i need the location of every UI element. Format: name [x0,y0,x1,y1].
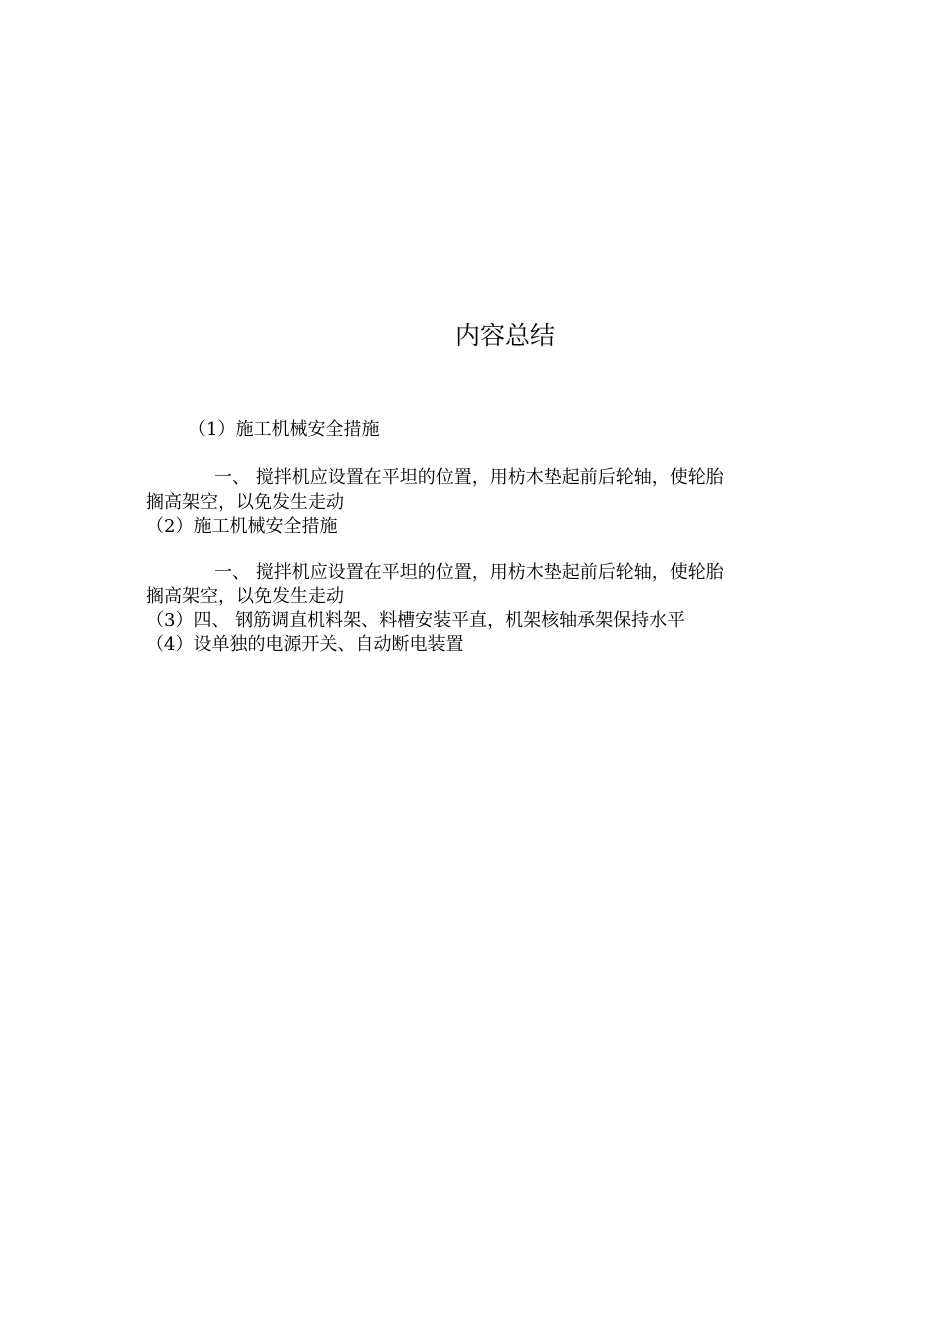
section-1-heading: （1）施工机械安全措施 [188,419,380,440]
section-1-paragraph-line-1: 一、 搅拌机应设置在平坦的位置，用枋木垫起前后轮轴，使轮胎 [214,467,724,488]
section-2-paragraph-line-1: 一、 搅拌机应设置在平坦的位置，用枋木垫起前后轮轴，使轮胎 [214,562,724,583]
section-2-paragraph-line-2: 搁高架空，以免发生走动 [146,586,344,607]
section-3-line: （3）四、 钢筋调直机料架、料槽安装平直，机架核轴承架保持水平 [146,610,686,631]
page-title: 内容总结 [454,321,555,350]
section-2-heading: （2）施工机械安全措施 [146,516,338,537]
section-4-line: （4）设单独的电源开关、自动断电装置 [146,634,464,655]
section-1-paragraph-line-2: 搁高架空，以免发生走动 [146,492,344,513]
